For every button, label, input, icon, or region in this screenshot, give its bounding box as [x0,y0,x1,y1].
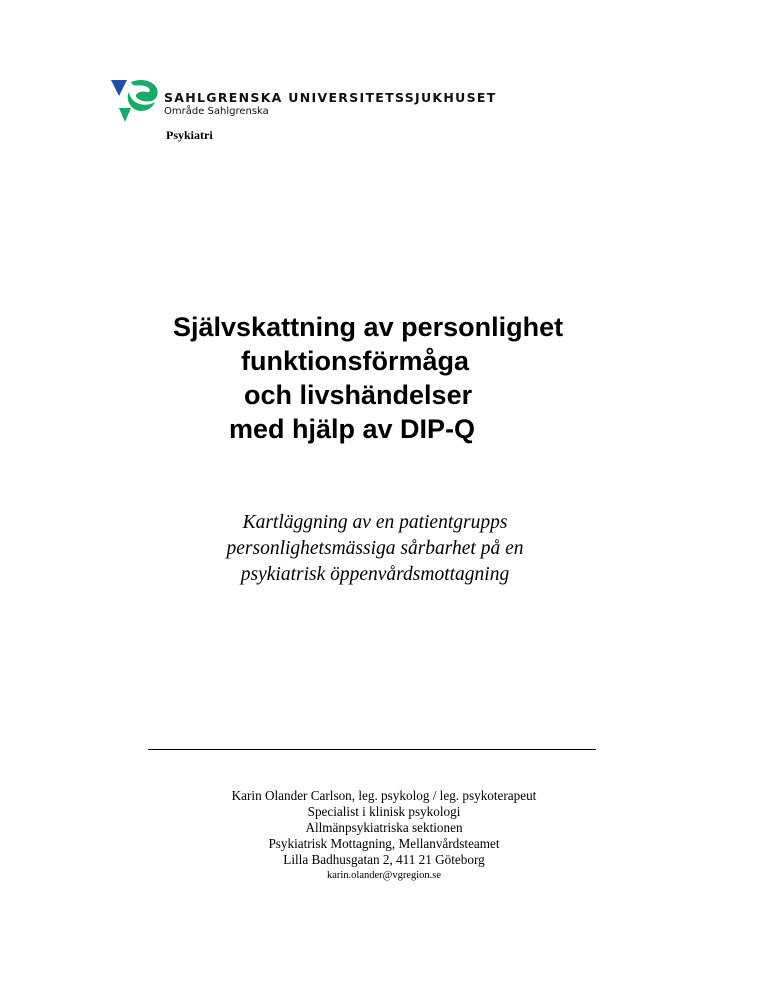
title-line-3: och livshändelser [244,380,473,410]
author-email: karin.olander@vgregion.se [326,870,442,881]
subtitle-line-1: Kartläggning av en patientgrupps [242,512,508,533]
author-name-title: Karin Olander Carlson, leg. psykolog / leg. psykoterapeut [231,788,537,803]
hospital-logo-icon [111,78,161,124]
title-line-4: med hjälp av DIP-Q [229,414,476,444]
subtitle-line-3: psykiatrisk öppenvårdsmottagning [240,564,510,585]
title-line-2: funktionsförmåga [241,346,470,376]
title-line-1: Självskattning av personlighet [173,312,564,342]
hospital-logo [111,78,497,126]
author-section: Allmänpsykiatriska sektionen [305,820,463,835]
subtitle-line-2: personlighetsmässiga sårbarhet på en [226,538,524,559]
author-address: Lilla Badhusgatan 2, 411 21 Göteborg [283,852,485,867]
author-block [150,788,618,884]
horizontal-divider [148,749,596,750]
author-specialty: Specialist i klinisk psykologi [307,804,461,819]
org-name: SAHLGRENSKA UNIVERSITETSSJUKHUSET [164,90,497,105]
document-subtitle [200,510,550,588]
department-label: Psykiatri [166,128,213,142]
author-clinic: Psykiatrisk Mottagning, Mellanvårdsteamet [268,836,500,851]
org-area: Område Sahlgrenska [164,106,269,117]
